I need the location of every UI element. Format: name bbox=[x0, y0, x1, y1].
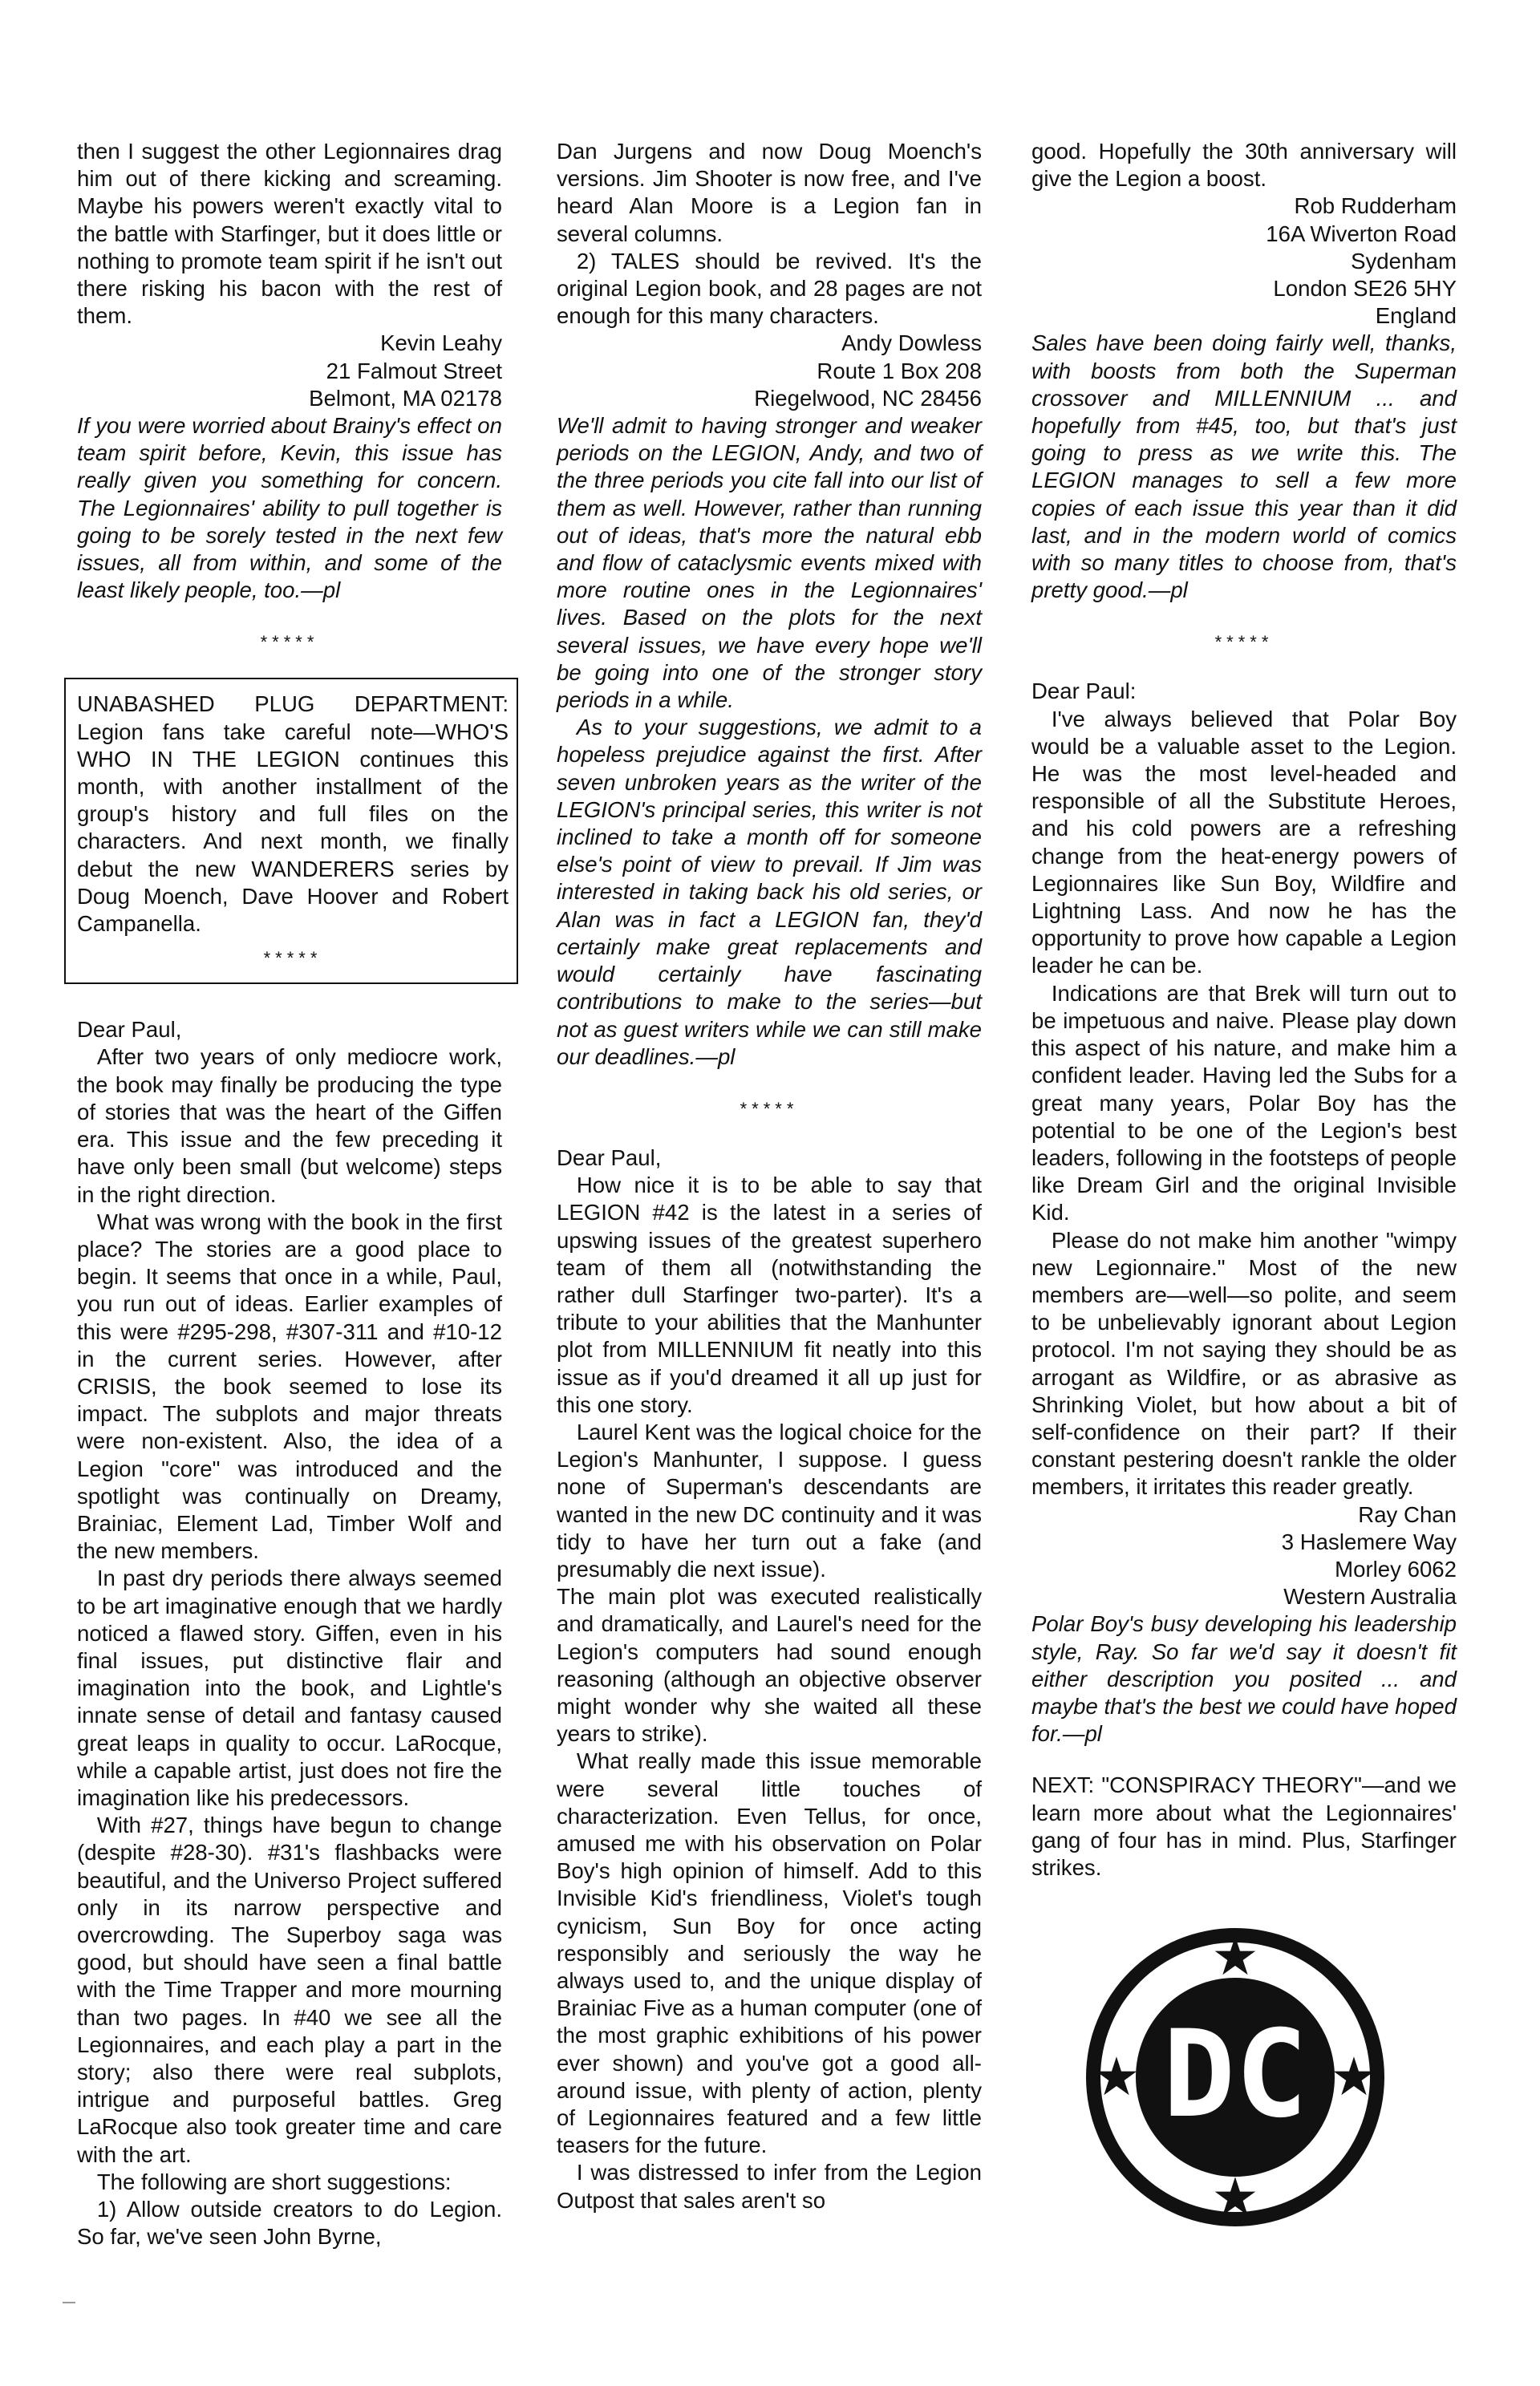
signature-city: Belmont, MA 02178 bbox=[309, 385, 502, 411]
scan-speck bbox=[63, 2302, 75, 2303]
plug-text: UNABASHED PLUG DEPARTMENT: Legion fans take careful note—WHO'S WHO IN THE LEGION continues this month, with another installment of the group's history and full files on the characters. And next month, we finally debut the new WANDERERS series by Doug Moench, Dave Hoover and Robert Campanella. bbox=[77, 691, 509, 937]
letter-continuation: good. Hopefully the 30th anniversary will give the Legion a boost. bbox=[1031, 139, 1457, 192]
letter-paragraph: The following are short suggestions: bbox=[96, 2169, 452, 2194]
editor-reply: We'll admit to having stronger and weaker periods on the LEGION, Andy, and two of the three periods you cite fall into our list of them as well. However, rather than running out of ideas, that's more the natural ebb and flow of cataclysmic events mixed with more routine ones in the Legionnaires' lives. Based on the plots for the next several issues, we have every hope we'll be going into one of the stronger story periods in a while. bbox=[557, 413, 982, 713]
letter-paragraph: What was wrong with the book in the first place? The stories are a good place to begin. It seems that once in a while, Paul, you run out of ideas. Earlier examples of this were #295-298, #307-311 and #10-12 in the current series. However, after CRISIS, the book seemed to lose its impact. The subplots and major threats were non-existent. Also, the idea of a Legion "core" was introduced and the spotlight was continually on Dreamy, Brainiac, Element Lad, Timber Wolf and the new members. bbox=[77, 1209, 502, 1564]
signature-name: Rob Rudderham bbox=[1294, 193, 1457, 219]
letter-paragraph: In past dry periods there always seemed to be art imaginative enough that we hardly noticed a flawed story. Giffen, even in his final issues, put distinctive flair and imagination into the book, and Lightle's innate sense of detail and fantasy caused great leaps in quality to occur. LaRocque, while a capable artist, just does not fire the imagination like his predecessors. bbox=[77, 1566, 502, 1810]
letter-salutation: Dear Paul, bbox=[77, 1017, 182, 1043]
letter-paragraph: Indications are that Brek will turn out to be impetuous and naive. Please play down this aspect of his nature, and make him a confident leader. Having led the Subs for a great many years, Polar Boy has the potential to be one of the Legion's best leaders, following in the footsteps of people like Dream Girl and the original Invisible Kid. bbox=[1031, 980, 1457, 1225]
letter-paragraph: After two years of only mediocre work, the book may finally be producing the type of stories that was the heart of the Giffen era. This issue and the few preceding it have only been small (but welcome) steps in the right direction. bbox=[77, 1044, 502, 1207]
letter-salutation: Dear Paul: bbox=[1031, 679, 1137, 704]
letter-paragraph: Laurel Kent was the logical choice for the Legion's Manhunter, I suppose. I guess none of Superman's descendants are wanted in the new DC continuity and it was tidy to have her turn out a fake (and presumably die next issue). bbox=[557, 1419, 982, 1582]
signature-street: 21 Falmout Street bbox=[326, 358, 502, 383]
signature-country: Western Australia bbox=[1283, 1584, 1457, 1610]
letter-paragraph: I was distressed to infer from the Legion Outpost that sales aren't so bbox=[557, 2160, 982, 2213]
signature-street: 3 Haslemere Way bbox=[1281, 1529, 1457, 1554]
signature-name: Kevin Leahy bbox=[380, 330, 502, 356]
signature-city: Morley 6062 bbox=[1335, 1556, 1457, 1582]
column-2 bbox=[557, 138, 982, 2214]
dc-bullet-logo bbox=[1083, 1925, 1388, 2230]
letter-paragraph: I've always believed that Polar Boy would be a valuable asset to the Legion. He was the most level-headed and responsible of all the Substitute Heroes, and his cold powers are a refreshing change from the heat-energy powers of Legionnaires like Sun Boy, Wildfire and Lightning Lass. And now he has the opportunity to prove how capable a Legion leader he can be. bbox=[1031, 706, 1457, 978]
signature-city: London SE26 5HY bbox=[1273, 276, 1457, 302]
letter-paragraph: How nice it is to be able to say that LEGION #42 is the latest in a series of upswing issues of the greatest superhero team of them all (notwithstanding the rather dull Starfinger two-parter). It's a tribute to your abilities that the Manhunter plot from MILLENNIUM fit neatly into this issue as if you'd dreamed it all up just for this one story. bbox=[557, 1173, 982, 1417]
logo-star-top: ★ bbox=[1211, 1926, 1259, 1987]
signature-name: Ray Chan bbox=[1358, 1501, 1457, 1527]
logo-star-left: ★ bbox=[1092, 2046, 1141, 2108]
editor-reply: Sales have been doing fairly well, thanks, with boosts from both the Superman crossover and MILLENNIUM ... and hopefully from #45, too, but that's just going to press as we write this. The LEGION manages to sell a few more copies of each issue this year than it did last, and in the modern world of comics with so many titles to choose from, that's pretty good.—pl bbox=[1031, 330, 1457, 603]
signature-area: Sydenham bbox=[1351, 248, 1457, 273]
letter-salutation: Dear Paul, bbox=[557, 1144, 662, 1170]
plug-box bbox=[64, 678, 518, 984]
letter-paragraph: What really made this issue memorable were several little touches of characterization. Even Tellus, for once, amused me with his observation on Polar Boy's high opinion of himself. Add to this Invisible Kid's friendliness, Violet's tough cynicism, Sun Boy for once acting responsibly and seriously the way he always used to, and the unique display of Brainiac Five as a human computer (one of the most graphic exhibitions of his power ever shown) and you've got a good all-around issue, with plenty of action, plenty of Legionnaires featured and a few little teasers for the future. bbox=[557, 1748, 982, 2158]
editor-reply: As to your suggestions, we admit to a hopeless prejudice against the first. After seven unbroken years as the writer of the LEGION's principal series, this writer is not inclined to take a month off for someone else's point of view to prevail. If Jim was interested in taking back his old series, or Alan was in fact a LEGION fan, they'd certainly make great replacements and would certainly have fascinating contributions to make to the series—but not as guest writers while we can still make our deadlines.—pl bbox=[557, 715, 982, 1069]
section-divider: ***** bbox=[1214, 632, 1274, 653]
letter-continuation: Dan Jurgens and now Doug Moench's versions. Jim Shooter is now free, and I've heard Alan Moore is a Legion fan in several columns. bbox=[557, 139, 982, 246]
letter-continuation: then I suggest the other Legionnaires drag him out of there kicking and screaming. Maybe his powers weren't exactly vital to the battle with Starfinger, but it does little or nothing to promote team spirit if he isn't out there risking his bacon with the rest of them. bbox=[77, 139, 502, 329]
signature-country: England bbox=[1375, 303, 1457, 329]
letter-paragraph: With #27, things have begun to change (despite #28-30). #31's flashbacks were beautiful, and the Universo Project suffered only in its narrow perspective and overcrowding. The Superboy saga was good, but should have seen a final battle with the Time Trapper and more mourning than two pages. In #40 we see all the Legionnaires, and each play a part in the story; also there were real subplots, intrigue and purposeful battles. Greg LaRocque also took greater time and care with the art. bbox=[77, 1813, 502, 2167]
logo-dc-letters: DC bbox=[1162, 2005, 1308, 2145]
editor-reply: If you were worried about Brainy's effect on team spirit before, Kevin, this issue has really given you something for concern. The Legionnaires' ability to pull together is going to be sorely tested in the next few issues, all from within, and some of the least likely people, too.—pl bbox=[77, 413, 502, 603]
editor-reply: Polar Boy's busy developing his leadership style, Ray. So far we'd say it doesn't fit either description you posited ... and maybe that's the best we could have hoped for.—pl bbox=[1031, 1611, 1457, 1747]
logo-star-right: ★ bbox=[1330, 2046, 1378, 2108]
column-1 bbox=[77, 138, 509, 2250]
next-issue-blurb: NEXT: "CONSPIRACY THEORY"—and we learn more about what the Legionnaires' gang of four has in mind. Plus, Starfinger strikes. bbox=[1031, 1772, 1457, 1880]
signature-city: Riegelwood, NC 28456 bbox=[754, 385, 982, 411]
letter-paragraph: Please do not make him another "wimpy new Legionnaire." Most of the new members are—well—so polite, and seem to be unbelievably ignorant about Legion protocol. I'm not saying they should be as arrogant as Wildfire, or as abrasive as Shrinking Violet, but how about a bit of self-confidence on their part? If their constant pestering doesn't rankle the older members, it irritates this reader greatly. bbox=[1031, 1227, 1457, 1500]
letter-paragraph: 1) Allow outside creators to do Legion. So far, we've seen John Byrne, bbox=[77, 2197, 502, 2250]
signature-street: Route 1 Box 208 bbox=[817, 358, 982, 383]
letter-paragraph: 2) TALES should be revived. It's the original Legion book, and 28 pages are not enough for this many characters. bbox=[557, 248, 982, 329]
letter-paragraph: The main plot was executed realistically and dramatically, and Laurel's need for the Legion's computers had sound enough reasoning (although an objective observer might wonder why she waited all these years to strike). bbox=[557, 1584, 982, 1747]
signature-name: Andy Dowless bbox=[841, 330, 982, 356]
column-3 bbox=[1031, 138, 1457, 1882]
signature-street: 16A Wiverton Road bbox=[1266, 221, 1457, 246]
section-divider: ***** bbox=[260, 632, 319, 653]
logo-star-bottom: ★ bbox=[1211, 2166, 1259, 2228]
section-divider: ***** bbox=[263, 948, 322, 969]
section-divider: ***** bbox=[740, 1098, 799, 1119]
